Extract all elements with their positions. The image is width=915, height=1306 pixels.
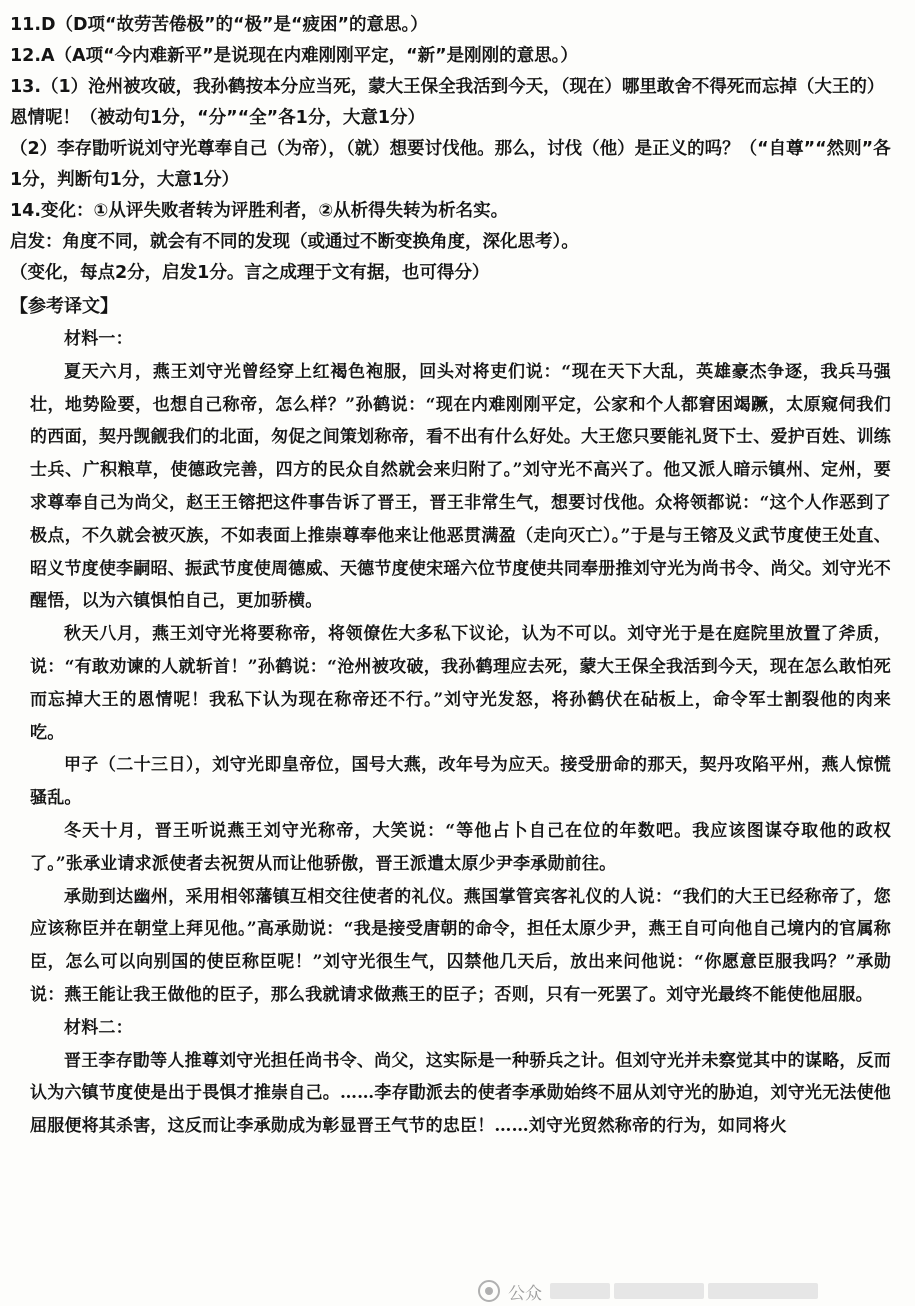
material-1-label: 材料一： [64, 329, 133, 349]
answer-11: 11.D（D项“故劳苦倦极”的“极”是“疲困”的意思。） [10, 15, 428, 35]
wechat-icon [478, 1280, 500, 1302]
paragraph-5: 承勋到达幽州，采用相邻藩镇互相交往使者的礼仪。燕国掌管宾客礼仪的人说：“我们的大王已经称帝了，您应该称臣并在朝堂上拜见他。”高承勋说：“我是接受唐朝的命令，担任太原少尹，燕王自可向他自己境内的官属称臣，怎么可以向别国的使臣称臣呢！”刘守光很生气，囚禁他几天后，放出来问他说：“你愿意臣服我吗？”承勋说：燕王能让我王做他的臣子，那么我就请求做燕王的臣子；否则，只有一死罢了。刘守光最终不能使他屈服。 [30, 886, 891, 1005]
answer-14-change: 14.变化：①从评失败者转为评胜利者，②从析得失转为析名实。 [10, 201, 509, 221]
watermark-blur [550, 1283, 818, 1299]
paragraph-3: 甲子（二十三日），刘守光即皇帝位，国号大燕，改年号为应天。接受册命的那天，契丹攻陷平州，燕人惊慌骚乱。 [30, 755, 891, 809]
watermark [478, 1276, 898, 1306]
answer-12: 12.A（A项“今内难新平”是说现在内难刚刚平定，“新”是刚刚的意思。） [10, 46, 578, 66]
answer-14-insight: 启发：角度不同，就会有不同的发现（或通过不断变换角度，深化思考）。 [10, 232, 579, 252]
answer-13-1: 13.（1）沧州被攻破，我孙鹤按本分应当死，蒙大王保全我活到今天，（现在）哪里敢舍不得死而忘掉（大王的）恩情呢！（被动句1分，“分”“全”各1分，大意1分） [10, 77, 885, 128]
watermark-text: 公众 [508, 1283, 542, 1304]
material-2-text: 晋王李存勖等人推尊刘守光担任尚书令、尚父，这实际是一种骄兵之计。但刘守光并未察觉其中的谋略，反而认为六镇节度使是出于畏惧才推崇自己。……李存勖派去的使者李承勋始终不屈从刘守光的胁迫，刘守光无法使他屈服便将其杀害，这反而让李承勋成为彰显晋王气节的忠臣！……刘守光贸然称帝的行为，如同将火 [30, 1050, 891, 1137]
material-2-label: 材料二： [64, 1017, 133, 1038]
paragraph-4: 冬天十月，晋王听说燕王刘守光称帝，大笑说：“等他占卜自己在位的年数吧。我应该图谋夺取他的政权了。”张承业请求派使者去祝贺从而让他骄傲，晋王派遣太原少尹李承勋前往。 [30, 820, 891, 874]
answer-14-scoring: （变化，每点2分，启发1分。言之成理于文有据，也可得分） [10, 263, 490, 283]
translation-body [0, 323, 915, 1143]
answer-section [0, 0, 915, 289]
paragraph-2: 秋天八月，燕王刘守光将要称帝，将领僚佐大多私下议论，认为不可以。刘守光于是在庭院里放置了斧质，说：“有敢劝谏的人就斩首！”孙鹤说：“沧州被攻破，我孙鹤理应去死，蒙大王保全我活到今天，现在怎么敢怕死而忘掉大王的恩情呢！我私下认为现在称帝还不行。”刘守光发怒，将孙鹤伏在砧板上，命令军士割裂他的肉来吃。 [30, 624, 891, 743]
answer-13-2: （2）李存勖听说刘守光尊奉自己（为帝），（就）想要讨伐他。那么，讨伐（他）是正义的吗？（“自尊”“然则”各1分，判断句1分，大意1分） [10, 139, 891, 190]
paragraph-1: 夏天六月，燕王刘守光曾经穿上红褐色袍服，回头对将吏们说：“现在天下大乱，英雄豪杰争逐，我兵马强壮，地势险要，也想自己称帝，怎么样？”孙鹤说：“现在内难刚刚平定，公家和个人都窘困竭蹶，太原窥伺我们的西面，契丹觊觎我们的北面，匆促之间策划称帝，看不出有什么好处。大王您只要能礼贤下士、爱护百姓、训练士兵、广积粮草，使德政完善，四方的民众自然就会来归附了。”刘守光不高兴了。他又派人暗示镇州、定州，要求尊奉自己为尚父，赵王王镕把这件事告诉了晋王，晋王非常生气，想要讨伐他。众将领都说：“这个人作恶到了极点，不久就会被灭族，不如表面上推崇尊奉他来让他恶贯满盈（走向灭亡）。”于是与王镕及义武节度使王处直、昭义节度使李嗣昭、振武节度使周德威、天德节度使宋瑶六位节度使共同奉册推刘守光为尚书令、尚父。刘守光不醒悟，以为六镇惧怕自己，更加骄横。 [30, 361, 891, 612]
reference-translation-title: 【参考译文】 [10, 296, 118, 317]
